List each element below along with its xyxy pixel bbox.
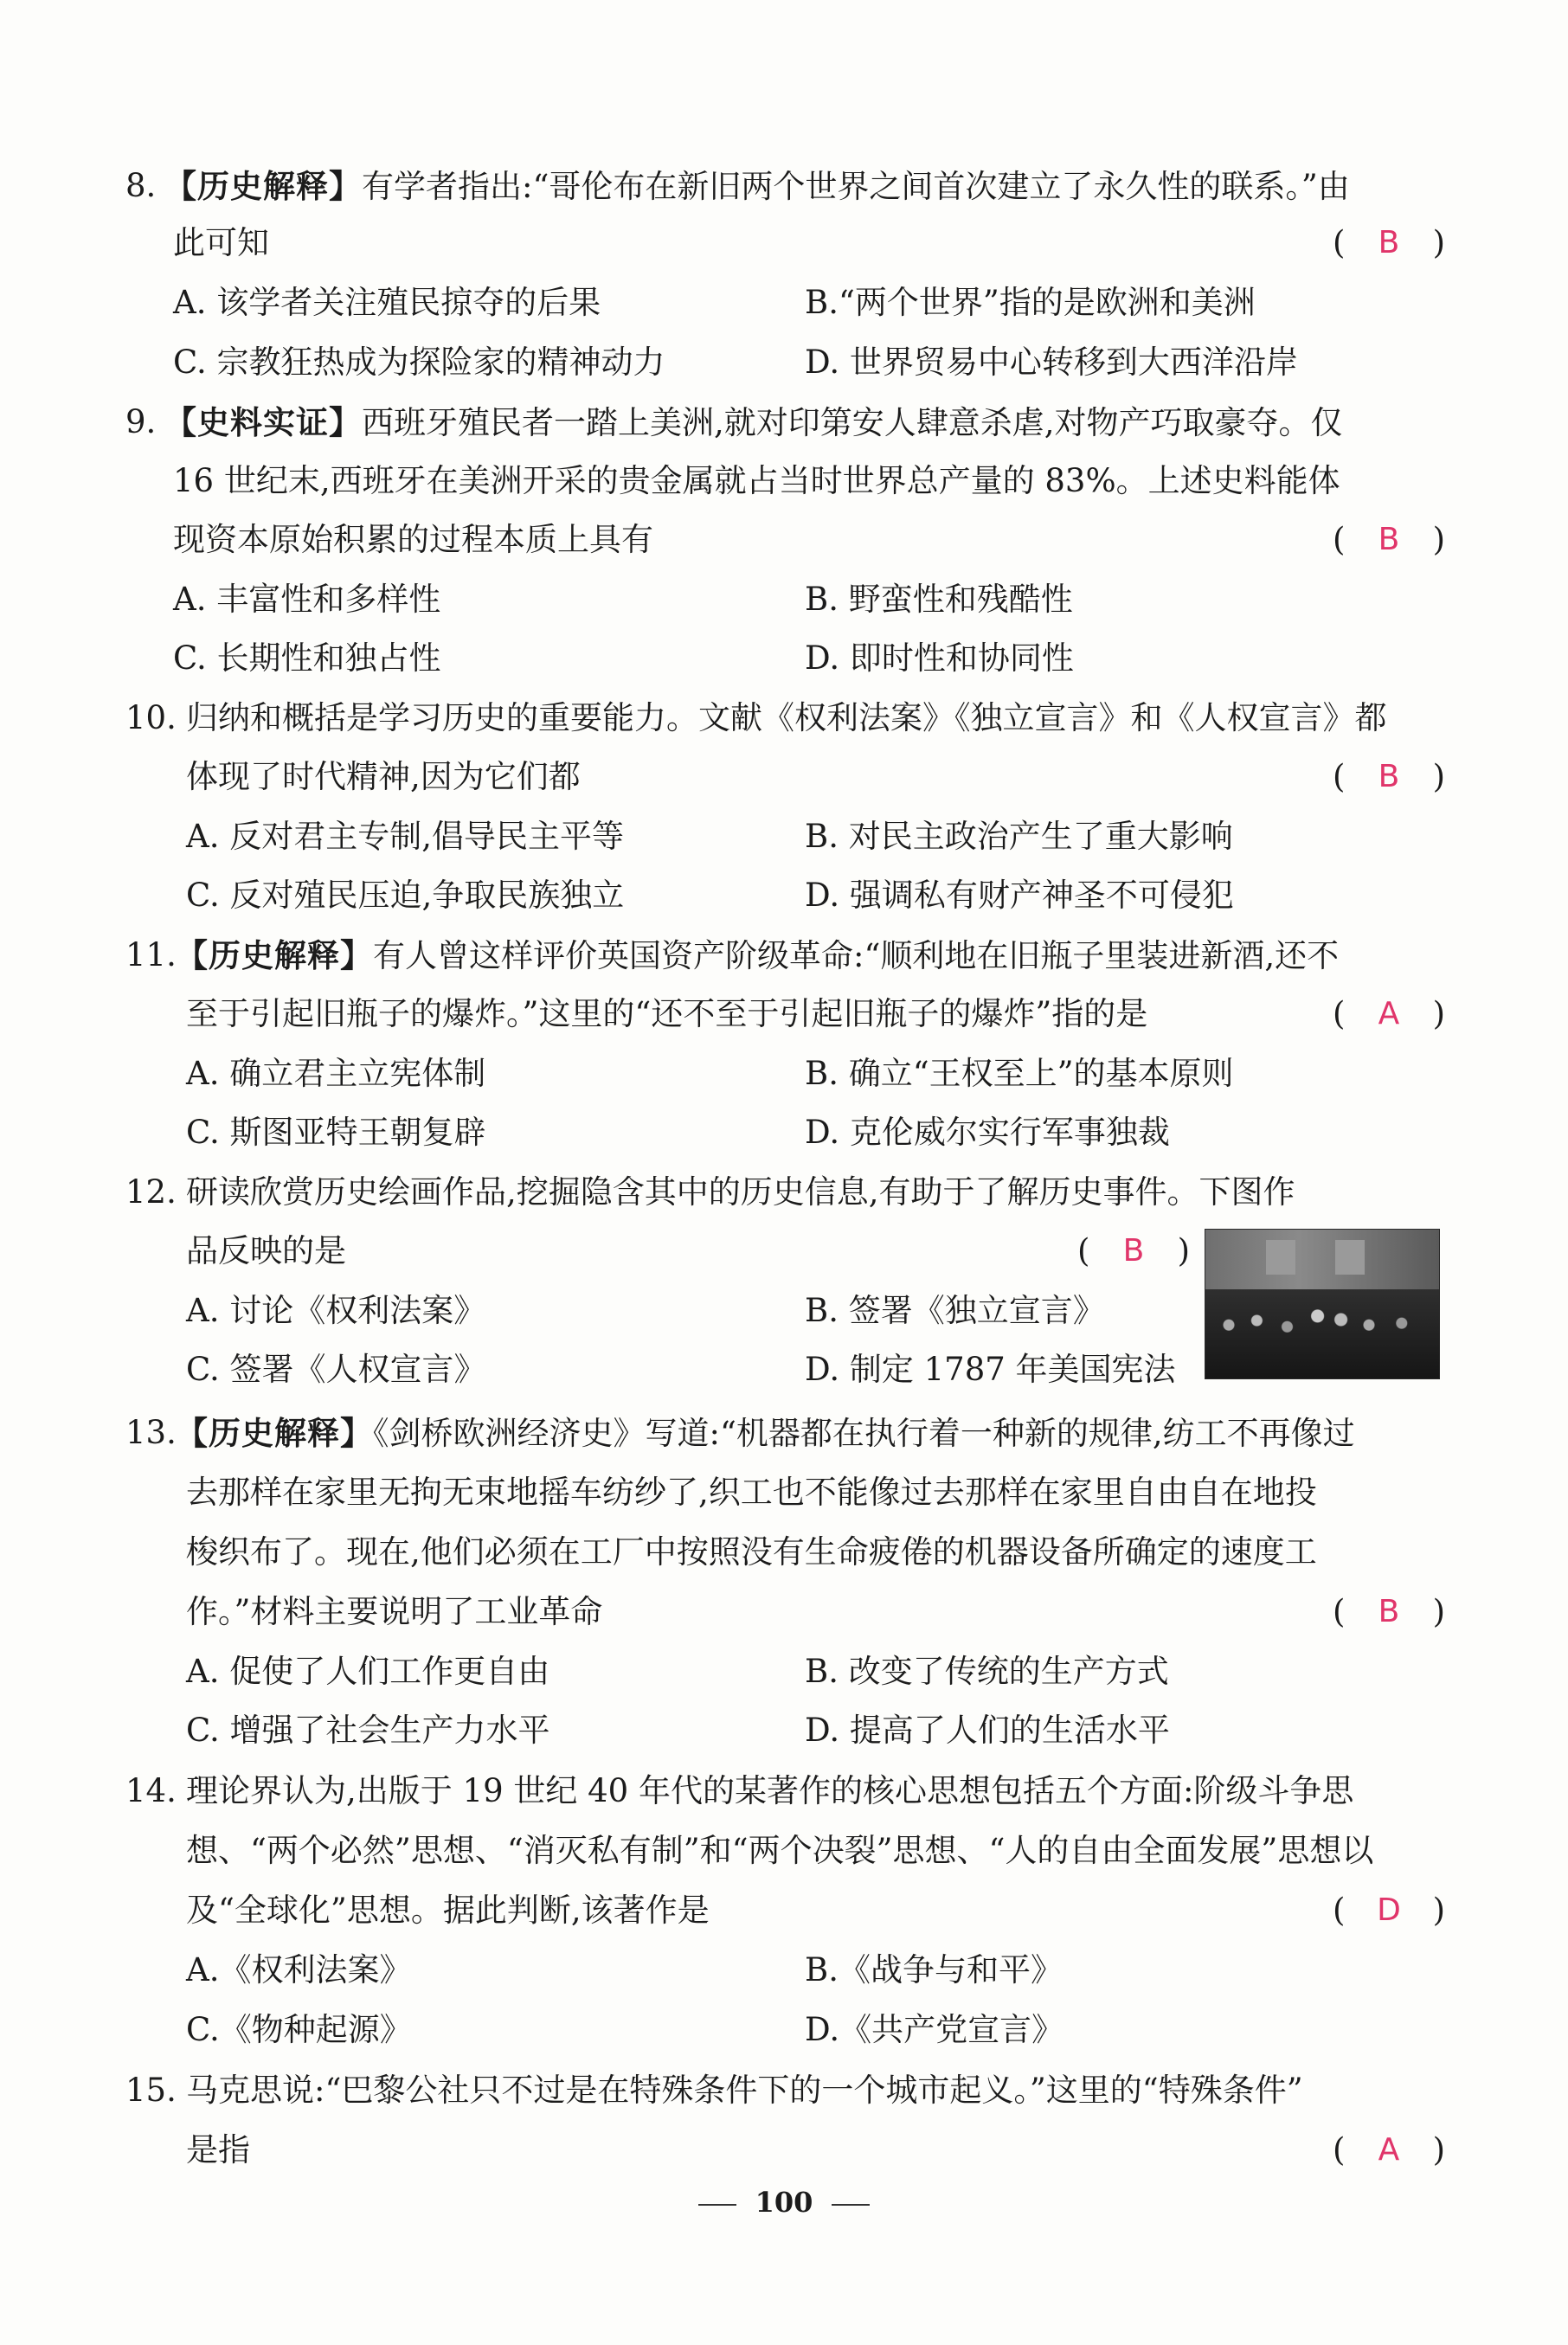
option-b: B. 对民主政治产生了重大影响 (805, 818, 1233, 855)
question-12-line-1 (0, 1163, 1568, 1222)
answer-letter: D (1377, 1892, 1401, 1928)
options-row (0, 1103, 1568, 1162)
option-a: A. 反对君主专制,倡导民主平等 (186, 818, 625, 855)
answer-box: ( A ) (1333, 2121, 1445, 2180)
question-8-line-1 (0, 157, 1568, 215)
question-stem: 至于引起旧瓶子的爆炸。”这里的“还不至于引起旧瓶子的爆炸”指的是 (186, 995, 1148, 1032)
options-row (0, 1941, 1568, 2000)
question-number: 12. (125, 1173, 177, 1211)
answer-box: ( B ) (1333, 214, 1445, 273)
options-row (0, 2001, 1568, 2059)
question-stem: 有学者指出:“哥伦布在新旧两个世界之间首次建立了永久性的联系。”由 (362, 168, 1350, 205)
signing-declaration-painting-image (1205, 1229, 1440, 1379)
options-row (0, 1044, 1568, 1103)
question-13-line-2 (0, 1463, 1568, 1522)
question-stem: 是指 (186, 2131, 250, 2168)
question-number: 8. (125, 167, 157, 204)
question-stem: 此可知 (173, 224, 269, 261)
option-a: A. 促使了人们工作更自由 (186, 1653, 550, 1690)
options-row (0, 570, 1568, 629)
question-stem: 16 世纪末,西班牙在美洲开采的贵金属就占当时世界总产量的 83%。上述史料能体 (173, 462, 1340, 499)
option-b: B.《战争与和平》 (805, 1951, 1063, 1988)
options-row (0, 629, 1568, 688)
question-tag: 【历史解释】 (164, 167, 362, 205)
question-14-line-1 (0, 1762, 1568, 1821)
question-8-line-2 (0, 214, 1568, 273)
question-stem: 理论界认为,出版于 19 世纪 40 年代的某著作的核心思想包括五个方面:阶级斗争思 (186, 1772, 1354, 1809)
question-stem: 梭织布了。现在,他们必须在工厂中按照没有生命疲倦的机器设备所确定的速度工 (186, 1533, 1317, 1571)
answer-letter: A (1378, 2132, 1400, 2168)
question-14-line-3 (0, 1881, 1568, 1940)
question-11-line-2 (0, 985, 1568, 1044)
footer-dash-right (832, 2204, 870, 2206)
question-stem: 去那样在家里无拘无束地摇车纺纱了,织工也不能像过去那样在家里自由自在地投 (186, 1474, 1317, 1511)
options-row (0, 273, 1568, 332)
question-11-line-1 (0, 926, 1568, 985)
question-stem: 体现了时代精神,因为它们都 (186, 758, 581, 795)
question-stem: 有人曾这样评价英国资产阶级革命:“顺利地在旧瓶子里装进新酒,还不 (373, 937, 1340, 974)
option-c: C. 宗教狂热成为探险家的精神动力 (173, 344, 665, 381)
question-number: 10. (125, 699, 177, 736)
question-9-line-1 (0, 393, 1568, 452)
question-15-line-2 (0, 2121, 1568, 2180)
options-row (0, 807, 1568, 866)
answer-letter: B (1378, 522, 1400, 557)
page-footer (0, 2181, 1568, 2224)
question-stem: 现资本原始积累的过程本质上具有 (173, 521, 653, 558)
option-d: D. 提高了人们的生活水平 (805, 1712, 1170, 1749)
question-stem: 想、“两个必然”思想、“消灭私有制”和“两个决裂”思想、“人的自由全面发展”思想以 (186, 1832, 1374, 1869)
question-13-line-3 (0, 1523, 1568, 1582)
option-d: D. 世界贸易中心转移到大西洋沿岸 (805, 344, 1298, 381)
question-9-line-3 (0, 511, 1568, 569)
question-stem: 研读欣赏历史绘画作品,挖掘隐含其中的历史信息,有助于了解历史事件。下图作 (186, 1173, 1295, 1211)
question-stem: 《剑桥欧洲经济史》写道:“机器都在执行着一种新的规律,纺工不再像过 (373, 1415, 1355, 1452)
option-d: D. 即时性和协同性 (805, 639, 1074, 677)
options-row (0, 866, 1568, 925)
option-a: A. 确立君主立宪体制 (186, 1055, 486, 1092)
option-c: C. 长期性和独占性 (173, 639, 441, 677)
option-b: B. 改变了传统的生产方式 (805, 1653, 1169, 1690)
question-stem: 西班牙殖民者一踏上美洲,就对印第安人肆意杀虐,对物产巧取豪夺。仅 (362, 404, 1343, 441)
answer-letter: B (1378, 225, 1400, 260)
question-14-line-2 (0, 1821, 1568, 1880)
answer-letter: B (1378, 1594, 1400, 1629)
question-number: 14. (125, 1772, 177, 1809)
option-a: A. 丰富性和多样性 (173, 581, 441, 618)
answer-letter: A (1378, 996, 1400, 1031)
option-b: B. 签署《独立宣言》 (805, 1292, 1105, 1329)
question-stem: 马克思说:“巴黎公社只不过是在特殊条件下的一个城市起义。”这里的“特殊条件” (186, 2072, 1303, 2109)
option-a: A. 讨论《权利法案》 (186, 1292, 486, 1329)
question-tag: 【史料实证】 (164, 403, 362, 441)
option-c: C. 斯图亚特王朝复辟 (186, 1114, 486, 1151)
question-stem: 及“全球化”思想。据此判断,该著作是 (186, 1892, 710, 1929)
answer-box: ( B ) (1333, 511, 1445, 569)
question-stem: 作。”材料主要说明了工业革命 (186, 1593, 603, 1630)
question-10-line-2 (0, 748, 1568, 806)
options-row (0, 1701, 1568, 1760)
answer-letter: B (1378, 759, 1400, 794)
option-c: C. 增强了社会生产力水平 (186, 1712, 550, 1749)
question-stem: 品反映的是 (186, 1232, 346, 1269)
option-d: D. 强调私有财产神圣不可侵犯 (805, 877, 1234, 914)
question-tag: 【历史解释】 (176, 936, 373, 974)
answer-box: ( A ) (1333, 985, 1445, 1044)
question-13-line-4 (0, 1583, 1568, 1642)
answer-box: ( B ) (1333, 1583, 1445, 1642)
option-a: A.《权利法案》 (186, 1951, 412, 1988)
page-number: 100 (755, 2186, 813, 2219)
option-d: D.《共产党宣言》 (805, 2011, 1064, 2048)
answer-letter: B (1122, 1233, 1145, 1269)
option-a: A. 该学者关注殖民掠夺的后果 (173, 284, 601, 321)
option-b: B.“两个世界”指的是欧洲和美洲 (805, 284, 1256, 321)
question-15-line-1 (0, 2061, 1568, 2120)
answer-box: ( B ) (1333, 748, 1445, 806)
footer-dash-left (698, 2204, 736, 2206)
question-tag: 【历史解释】 (176, 1414, 373, 1452)
option-d: D. 克伦威尔实行军事独裁 (805, 1114, 1170, 1151)
option-c: C.《物种起源》 (186, 2011, 412, 2048)
answer-box: ( D ) (1333, 1881, 1445, 1940)
option-b: B. 确立“王权至上”的基本原则 (805, 1055, 1234, 1092)
question-13-line-1 (0, 1404, 1568, 1462)
options-row (0, 333, 1568, 392)
question-9-line-2 (0, 452, 1568, 511)
option-c: C. 反对殖民压迫,争取民族独立 (186, 877, 625, 914)
question-number: 15. (125, 2072, 177, 2109)
question-number: 11. (125, 936, 177, 973)
question-10-line-1 (0, 689, 1568, 748)
question-number: 9. (125, 403, 157, 440)
option-b: B. 野蛮性和残酷性 (805, 581, 1073, 618)
option-c: C. 签署《人权宣言》 (186, 1351, 486, 1388)
question-number: 13. (125, 1414, 177, 1451)
answer-box: ( B ) (1077, 1222, 1190, 1281)
question-stem: 归纳和概括是学习历史的重要能力。文献《权利法案》《独立宣言》和《人权宣言》都 (186, 699, 1387, 736)
options-row (0, 1642, 1568, 1701)
option-d: D. 制定 1787 年美国宪法 (805, 1351, 1176, 1388)
